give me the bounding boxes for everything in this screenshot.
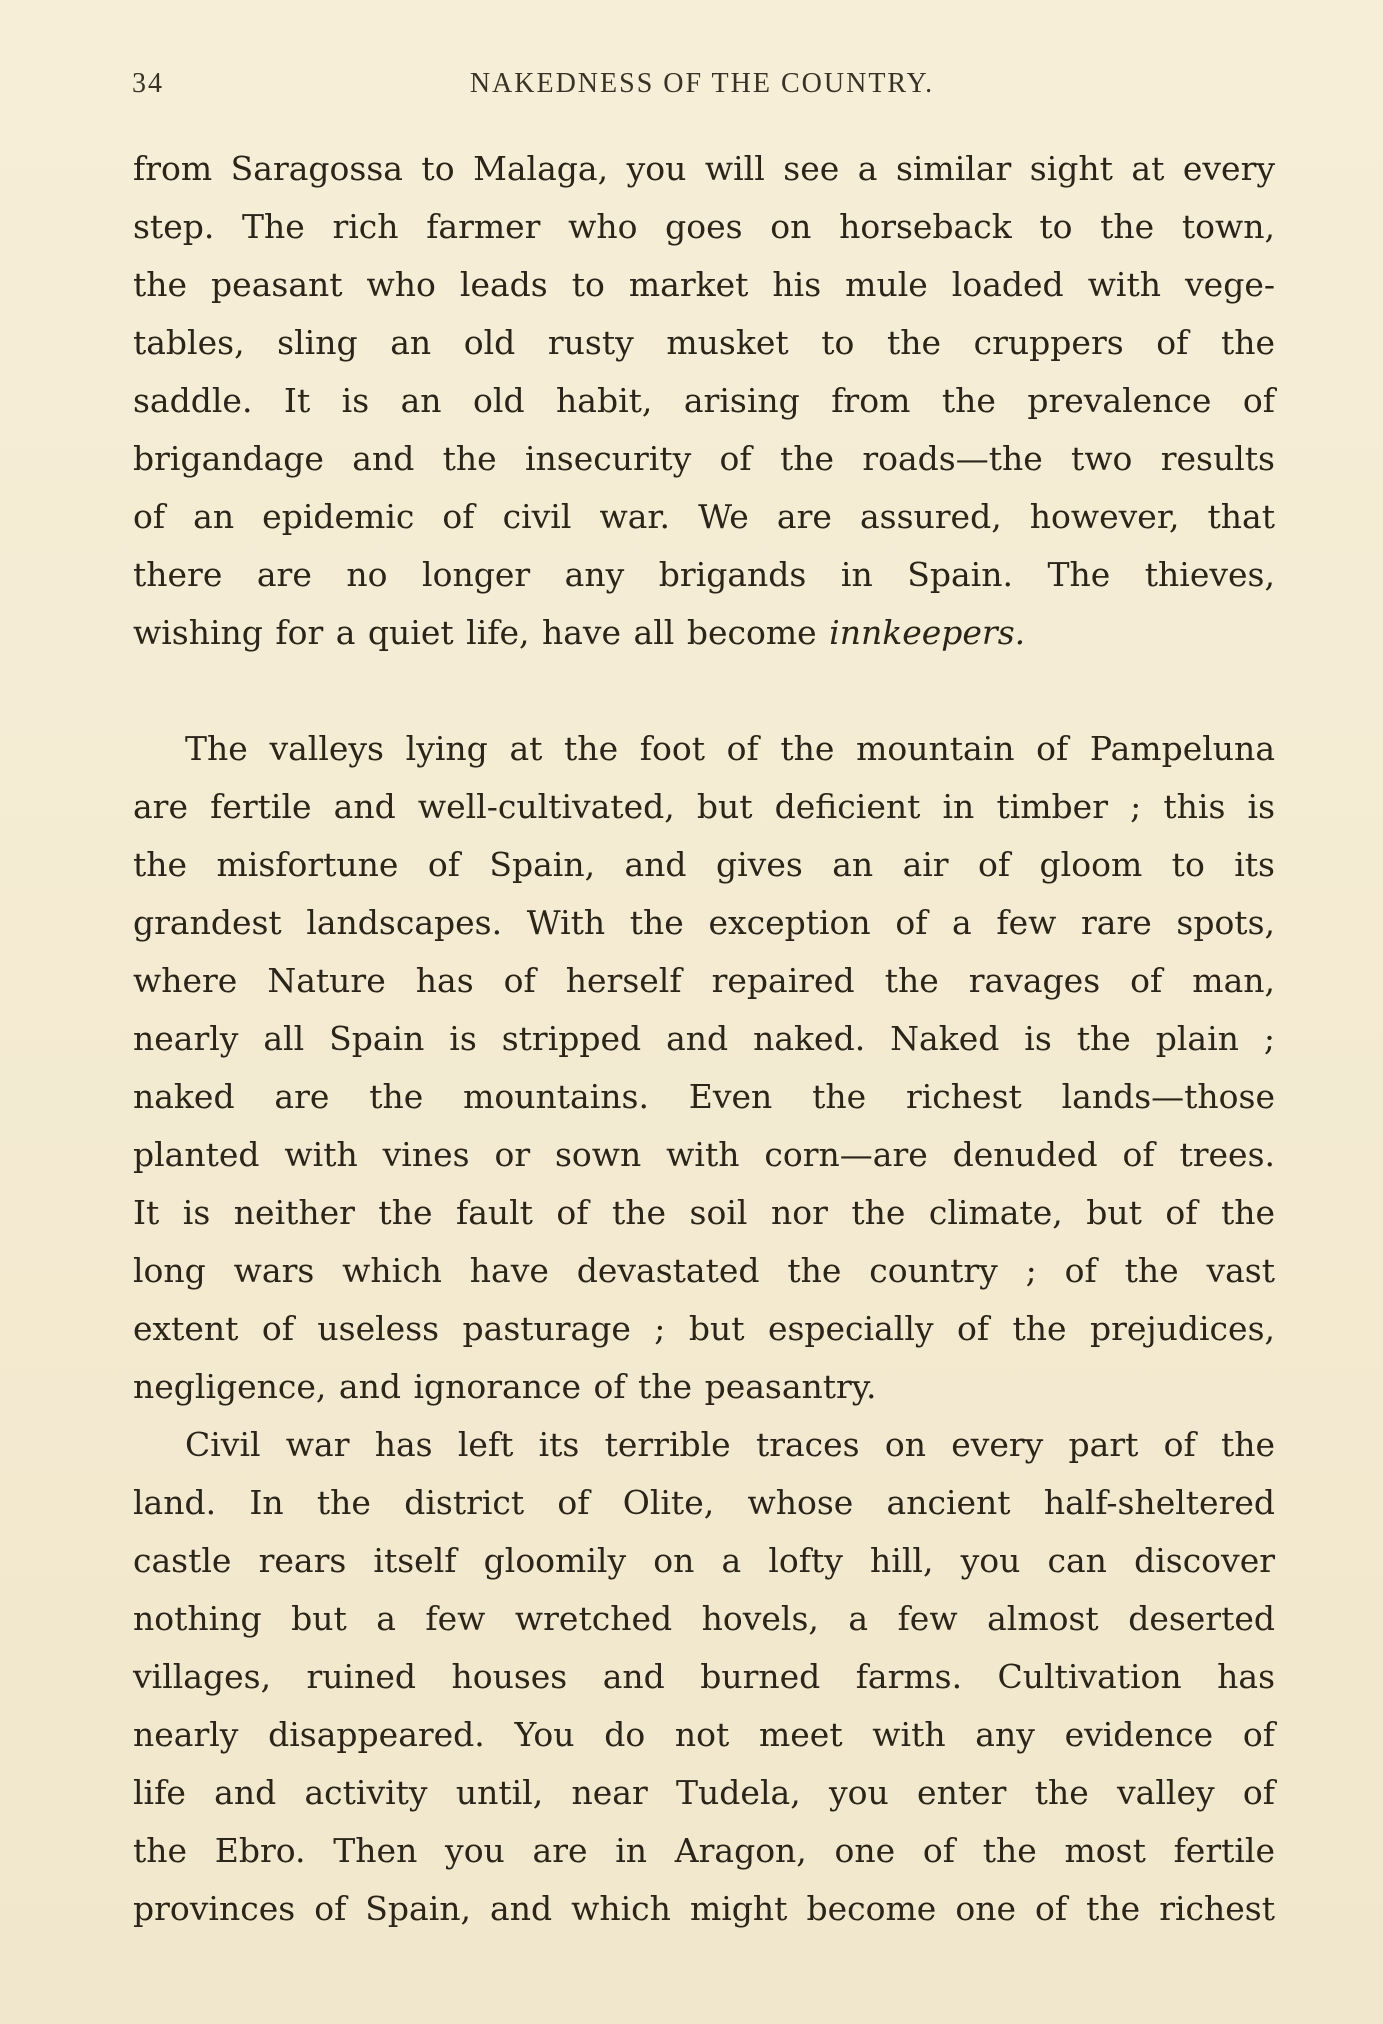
paragraph [133,140,1275,662]
text-line: nothing but a few wretched hovels, a few almost deserted [133,1599,1275,1638]
text-line: saddle. It is an old habit, arising from the prevalence of [133,381,1275,420]
text-line: there are no longer any brigands in Spain. The thieves, [133,555,1275,594]
text-line: step. The rich farmer who goes on horseback to the town, [133,207,1275,246]
text-line: planted with vines or sown with corn—are denuded of trees. [133,1135,1275,1174]
text-line: villages, ruined houses and burned farms. Cultivation has [133,1657,1275,1696]
text-line: where Nature has of herself repaired the ravages of man, [133,961,1275,1000]
text-line: long wars which have devastated the country ; of the vast [133,1251,1275,1290]
text-line: negligence, and ignorance of the peasantry. [133,1367,877,1406]
text-line: nearly disappeared. You do not meet with any evidence of [133,1715,1275,1754]
text-line: castle rears itself gloomily on a lofty hill, you can discover [133,1541,1275,1580]
paragraph-gap [133,662,1275,720]
text-line: from Saragossa to Malaga, you will see a similar sight at every [133,149,1275,188]
text-line: Civil war has left its terrible traces on every part of the [185,1425,1275,1464]
text-line: The valleys lying at the foot of the mountain of Pampeluna [185,729,1275,768]
text-line: provinces of Spain, and which might become one of the richest [133,1889,1275,1928]
paragraph [133,1416,1275,1938]
text-line: nearly all Spain is stripped and naked. Naked is the plain ; [133,1019,1275,1058]
text-line: It is neither the fault of the soil nor the climate, but of the [133,1193,1275,1232]
text-line: extent of useless pasturage ; but especially of the prejudices, [133,1309,1275,1348]
text-line: tables, sling an old rusty musket to the cruppers of the [133,323,1275,362]
body-text [133,140,1275,1938]
text-line [133,604,1275,662]
text-line-prefix: wishing for a quiet life, have all become [133,613,830,652]
page-number: 34 [132,68,164,99]
text-line: the Ebro. Then you are in Aragon, one of the most fertile [133,1831,1275,1870]
text-line: brigandage and the insecurity of the roads—the two results [133,439,1275,478]
text-line: grandest landscapes. With the exception of a few rare spots, [133,903,1275,942]
text-line: the misfortune of Spain, and gives an air of gloom to its [133,845,1275,884]
paragraph [133,720,1275,1416]
running-head: NAKEDNESS OF THE COUNTRY. [469,68,935,99]
text-line: naked are the mountains. Even the richest lands—those [133,1077,1275,1116]
text-line: of an epidemic of civil war. We are assured, however, that [133,497,1275,536]
italic-word: innkeepers. [829,613,1026,652]
text-line: life and activity until, near Tudela, you enter the valley of [133,1773,1275,1812]
page-header [132,68,1272,108]
text-line: land. In the district of Olite, whose ancient half-sheltered [133,1483,1275,1522]
text-line: are fertile and well-cultivated, but deficient in timber ; this is [133,787,1275,826]
text-line: the peasant who leads to market his mule loaded with vege- [133,265,1275,304]
